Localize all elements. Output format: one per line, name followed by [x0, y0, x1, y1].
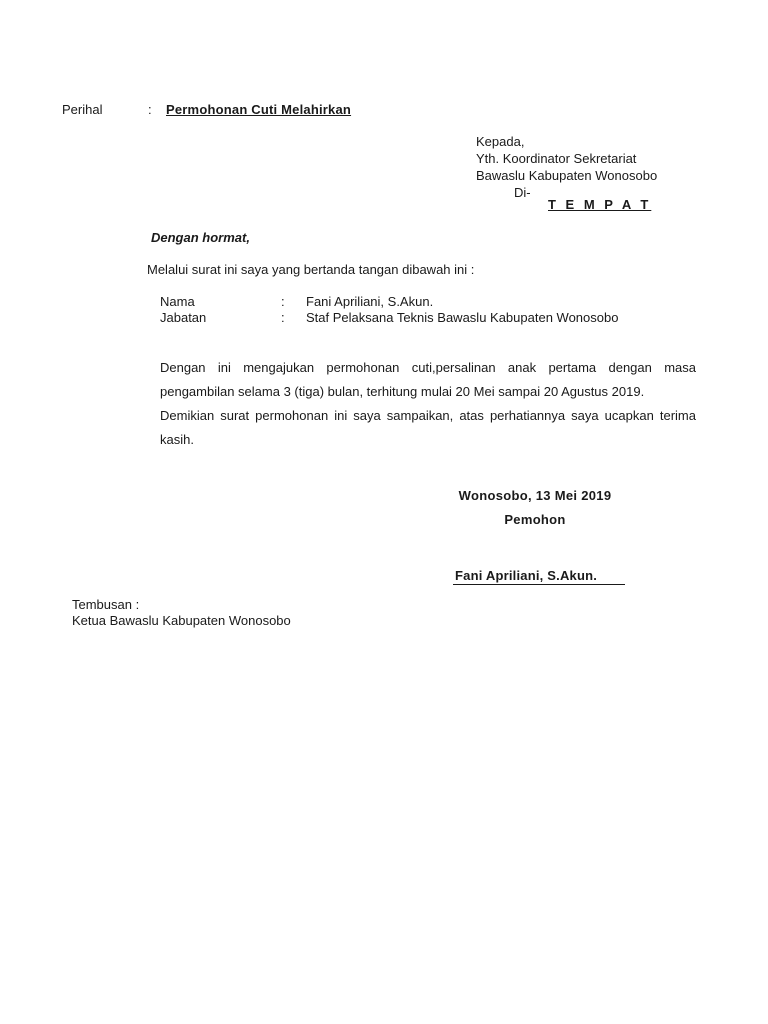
- field-name-colon: :: [281, 294, 285, 309]
- letter-body: [160, 356, 696, 452]
- field-name-label: Nama: [160, 294, 195, 309]
- recipient-line-2: Yth. Koordinator Sekretariat: [476, 151, 637, 166]
- body-paragraph-2: Demikian surat permohonan ini saya sampaikan, atas perhatiannya saya ucapkan terima kasih.: [160, 408, 696, 447]
- field-name-value: Fani Apriliani, S.Akun.: [306, 294, 434, 309]
- signature-place-date: Wonosobo, 13 Mei 2019: [458, 488, 612, 503]
- intro-text: Melalui surat ini saya yang bertanda tangan dibawah ini :: [147, 262, 475, 277]
- cc-label: Tembusan :: [72, 597, 140, 612]
- subject-label: Perihal: [62, 102, 103, 117]
- field-position-colon: :: [281, 310, 285, 325]
- recipient-line-4: Di-: [514, 185, 531, 200]
- greeting: Dengan hormat,: [151, 230, 250, 245]
- subject-value: Permohonan Cuti Melahirkan: [166, 102, 352, 117]
- recipient-block: [476, 133, 657, 201]
- field-position-label: Jabatan: [160, 310, 207, 325]
- signature-role: Pemohon: [504, 512, 566, 527]
- recipient-line-3: Bawaslu Kabupaten Wonosobo: [476, 168, 658, 183]
- field-position-value: Staf Pelaksana Teknis Bawaslu Kabupaten Wonosobo: [306, 310, 619, 325]
- recipient-place: T E M P A T: [548, 197, 652, 212]
- signature-underline: [453, 584, 625, 585]
- subject-colon: :: [148, 102, 152, 117]
- cc-value: Ketua Bawaslu Kabupaten Wonosobo: [72, 613, 291, 628]
- recipient-line-1: Kepada,: [476, 134, 525, 149]
- signature-name: Fani Apriliani, S.Akun.: [455, 568, 598, 583]
- body-paragraph-1: Dengan ini mengajukan permohonan cuti,persalinan anak pertama dengan masa pengambilan selama 3 (tiga) bulan, terhitung mulai 20 Mei sampai 20 Agustus 2019.: [160, 360, 696, 399]
